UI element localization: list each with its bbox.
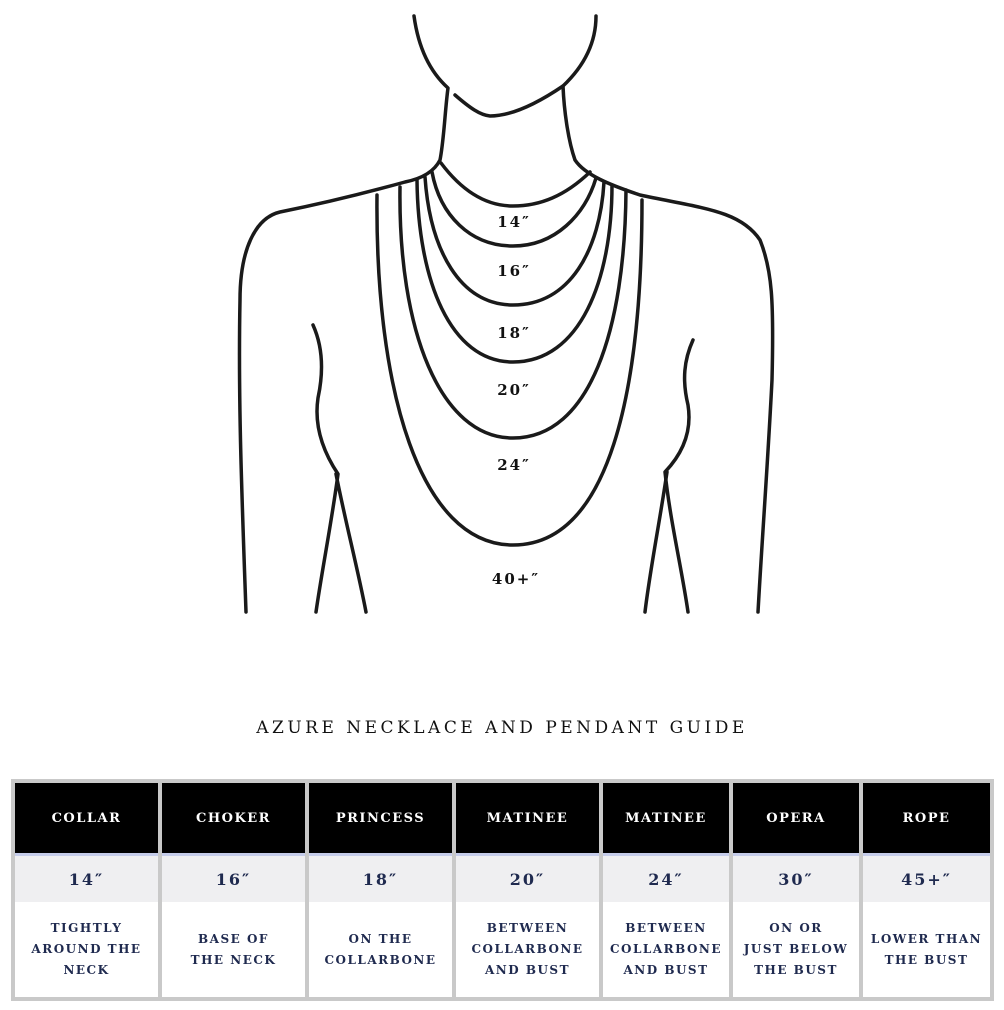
- column-header: PRINCESS: [309, 783, 452, 856]
- guide-title: AZURE NECKLACE AND PENDANT GUIDE: [256, 718, 748, 738]
- column-header: CHOKER: [162, 783, 305, 856]
- length-label-20: 20″: [497, 381, 531, 399]
- column-description: BASE OF THE NECK: [162, 902, 305, 997]
- necklace-14: [441, 163, 590, 206]
- column-header: MATINEE: [603, 783, 729, 856]
- column-description: ON THE COLLARBONE: [309, 902, 452, 997]
- column-description: ON OR JUST BELOW THE BUST: [733, 902, 859, 997]
- necklace-18: [425, 177, 604, 305]
- length-label-18: 18″: [497, 324, 531, 342]
- length-label-16: 16″: [497, 262, 531, 280]
- torso-outline: [239, 16, 772, 612]
- column-header: MATINEE: [456, 783, 599, 856]
- column-description: TIGHTLY AROUND THE NECK: [15, 902, 158, 997]
- length-label-14: 14″: [497, 213, 531, 231]
- column-length: 18″: [309, 856, 452, 902]
- column-description: LOWER THAN THE BUST: [863, 902, 990, 997]
- column-description: BETWEEN COLLARBONE AND BUST: [456, 902, 599, 997]
- length-label-40: 40+″: [491, 570, 541, 588]
- guide-column-choker: [162, 783, 305, 997]
- column-length: 45+″: [863, 856, 990, 902]
- column-header: OPERA: [733, 783, 859, 856]
- column-length: 14″: [15, 856, 158, 902]
- guide-column-collar: [15, 783, 158, 997]
- guide-column-opera: [733, 783, 859, 997]
- guide-column-princess: [309, 783, 452, 997]
- column-length: 16″: [162, 856, 305, 902]
- column-header: ROPE: [863, 783, 990, 856]
- column-description: BETWEEN COLLARBONE AND BUST: [603, 902, 729, 997]
- guide-column-matinee-24: [603, 783, 729, 997]
- column-header: COLLAR: [15, 783, 158, 856]
- guide-column-matinee-20: [456, 783, 599, 997]
- column-length: 20″: [456, 856, 599, 902]
- column-length: 30″: [733, 856, 859, 902]
- length-label-24: 24″: [497, 456, 531, 474]
- necklace-guide-table: [11, 779, 994, 1001]
- guide-column-rope: [863, 783, 990, 997]
- column-length: 24″: [603, 856, 729, 902]
